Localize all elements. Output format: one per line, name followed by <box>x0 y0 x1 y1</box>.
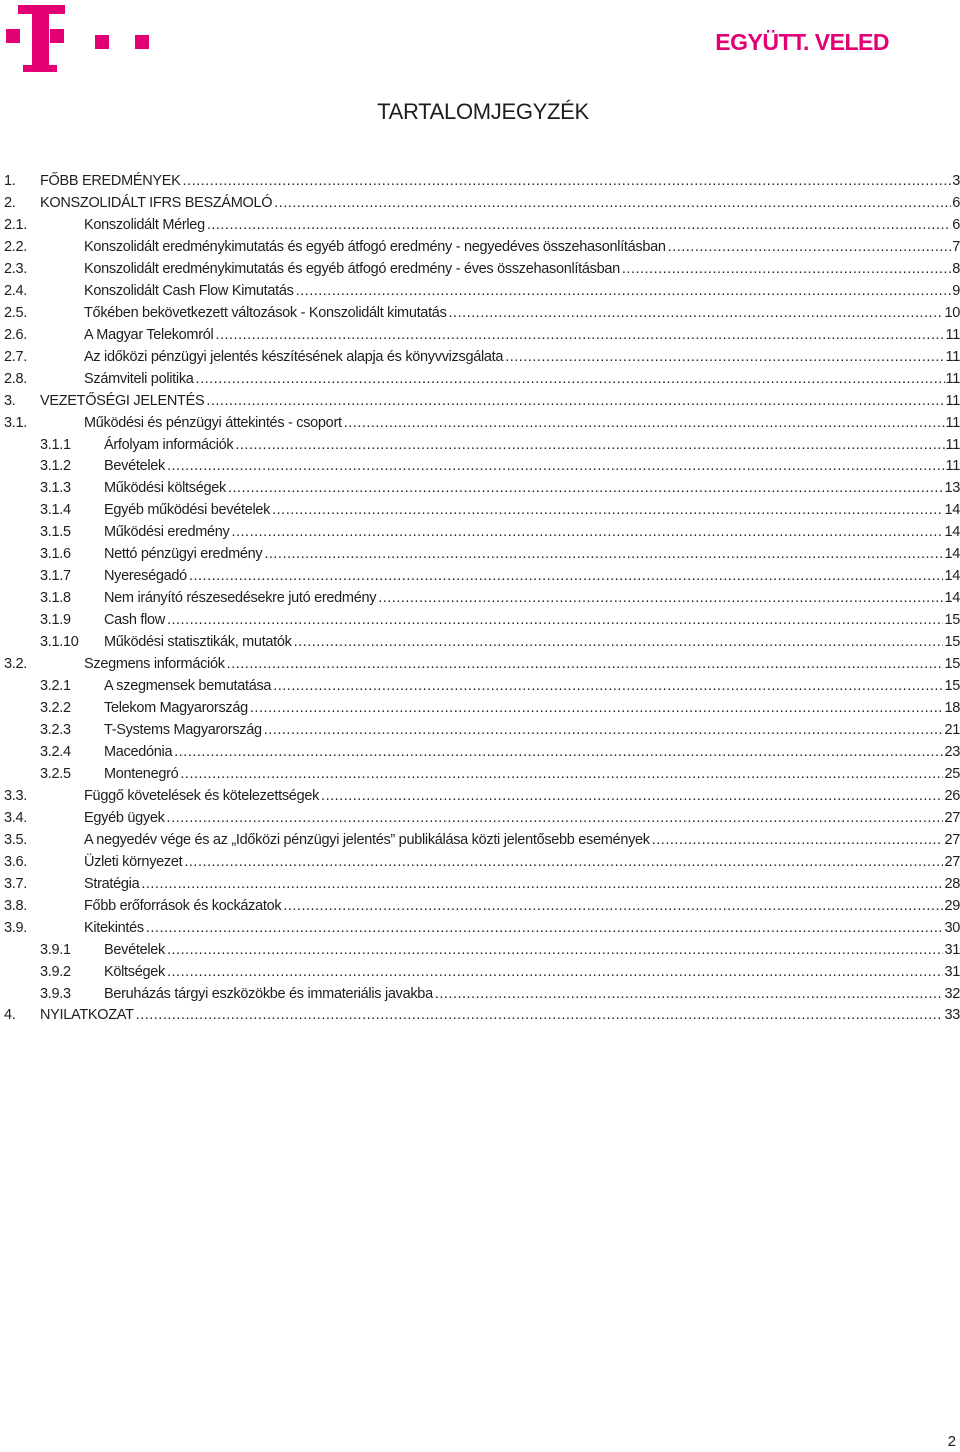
toc-entry-number: 3.2. <box>4 656 27 673</box>
toc-entry-page[interactable]: 11 <box>945 434 960 456</box>
toc-entry-title[interactable]: Montenegró <box>104 763 180 785</box>
toc-entry-page[interactable]: 14 <box>943 587 960 609</box>
toc-entry[interactable] <box>0 324 960 346</box>
toc-entry[interactable] <box>0 280 960 302</box>
toc-entry[interactable] <box>0 170 960 192</box>
toc-entry-title[interactable]: Üzleti környezet <box>84 851 184 873</box>
toc-entry-number: 3. <box>4 392 16 409</box>
toc-dot-leader <box>167 939 943 961</box>
toc-entry-title[interactable]: KONSZOLIDÁLT IFRS BESZÁMOLÓ <box>40 192 274 214</box>
toc-entry-page[interactable]: 14 <box>943 499 960 521</box>
toc-entry[interactable] <box>0 741 960 763</box>
toc-dot-leader <box>174 741 943 763</box>
toc-entry-title[interactable]: VEZETŐSÉGI JELENTÉS <box>40 390 206 412</box>
toc-entry-title[interactable]: Számviteli politika <box>84 368 196 390</box>
toc-entry-title[interactable]: Egyéb működési bevételek <box>104 499 272 521</box>
toc-entry-number: 3.2.1 <box>40 678 71 695</box>
toc-dot-leader <box>235 434 944 456</box>
toc-entry-number: 3.2.5 <box>40 765 71 782</box>
toc-entry[interactable] <box>0 829 960 851</box>
toc-entry[interactable] <box>0 214 960 236</box>
toc-entry[interactable] <box>0 697 960 719</box>
toc-entry-page[interactable]: 15 <box>943 631 960 653</box>
toc-dot-leader <box>264 543 943 565</box>
toc-dot-leader <box>378 587 943 609</box>
toc-entry-page[interactable]: 9 <box>951 280 960 302</box>
toc-entry-page[interactable]: 10 <box>943 302 960 324</box>
toc-entry-number: 3.2.3 <box>40 722 71 738</box>
toc-dot-leader <box>250 697 944 719</box>
toc-entry-title[interactable]: A negyedév vége és az „Időközi pénzügyi jelentés” publikálása közti jelentősebb események <box>84 829 652 851</box>
toc-entry-title[interactable]: Működési eredmény <box>104 521 231 543</box>
page-number: 2 <box>947 1433 956 1450</box>
toc-entry[interactable] <box>0 236 960 258</box>
page-title: TARTALOMJEGYZÉK <box>377 99 589 124</box>
toc-entry-page[interactable]: 11 <box>945 390 960 412</box>
toc-entry[interactable] <box>0 917 960 939</box>
toc-entry-number: 2.2. <box>4 238 27 255</box>
toc-entry-page[interactable]: 32 <box>943 983 960 1005</box>
toc-dot-leader <box>184 851 943 873</box>
toc-entry[interactable] <box>0 609 960 631</box>
toc-entry-page[interactable]: 33 <box>943 1004 960 1026</box>
toc-entry-number: 3.9. <box>4 919 27 936</box>
toc-dot-leader <box>228 477 944 499</box>
toc-entry[interactable] <box>0 434 960 456</box>
toc-entry-title[interactable]: Kitekintés <box>84 917 146 939</box>
toc-dot-leader <box>505 346 944 368</box>
toc-entry[interactable] <box>0 873 960 895</box>
toc-entry-title[interactable]: Bevételek <box>104 939 167 961</box>
toc-entry-number: 1. <box>4 173 16 189</box>
toc-entry[interactable] <box>0 653 960 675</box>
toc-dot-leader <box>141 873 943 895</box>
toc-entry-title[interactable]: Működési és pénzügyi áttekintés - csoport <box>84 412 344 434</box>
toc-entry-title[interactable]: Tőkében bekövetkezett változások - Konszolidált kimutatás <box>84 302 449 324</box>
toc-dot-leader <box>283 895 943 917</box>
toc-dot-leader <box>435 983 944 1005</box>
toc-entry-title[interactable]: A szegmensek bemutatása <box>104 675 273 697</box>
toc-dot-leader <box>146 917 944 939</box>
toc-entry-title[interactable]: FŐBB EREDMÉNYEK <box>40 170 183 192</box>
tagline: EGYÜTT. VELED <box>715 29 889 55</box>
toc-dot-leader <box>167 807 944 829</box>
toc-entry-number: 2.5. <box>4 304 27 321</box>
toc-entry-title[interactable]: Konszolidált eredménykimutatás és egyéb átfogó eredmény - negyedéves összehasonlításban <box>84 236 668 258</box>
toc-entry-title[interactable]: Konszolidált Cash Flow Kimutatás <box>84 280 296 302</box>
toc-entry-page[interactable]: 6 <box>951 214 960 236</box>
toc-entry-number: 3.3. <box>4 787 27 804</box>
toc-entry[interactable] <box>0 543 960 565</box>
toc-entry-page[interactable]: 13 <box>943 477 960 499</box>
t-logo-icon <box>6 5 151 73</box>
toc-entry-number: 3.2.4 <box>40 743 71 760</box>
toc-entry-page[interactable]: 27 <box>943 851 960 873</box>
toc-entry[interactable] <box>0 455 960 477</box>
toc-entry-page[interactable]: 31 <box>943 939 960 961</box>
toc-dot-leader <box>668 236 952 258</box>
toc-dot-leader <box>207 214 951 236</box>
toc-dot-leader <box>321 785 943 807</box>
toc-entry[interactable] <box>0 368 960 390</box>
toc-entry-number: 2.7. <box>4 348 27 365</box>
toc-dot-leader <box>206 390 944 412</box>
toc-entry-number: 3.9.2 <box>40 963 71 980</box>
toc-entry-number: 3.1.7 <box>40 568 71 585</box>
toc-entry[interactable] <box>0 1004 960 1026</box>
toc-entry-title[interactable]: Telekom Magyarország <box>104 697 250 719</box>
toc-entry[interactable] <box>0 302 960 324</box>
toc-entry[interactable] <box>0 675 960 697</box>
toc-entry-number: 3.4. <box>4 809 27 826</box>
toc-entry[interactable] <box>0 346 960 368</box>
toc-entry-number: 2.6. <box>4 326 27 343</box>
toc-entry-page[interactable]: 7 <box>951 236 960 258</box>
toc-dot-leader <box>231 521 943 543</box>
toc-entry-number: 3.2.2 <box>40 700 71 717</box>
toc-entry-page[interactable]: 15 <box>943 609 960 631</box>
toc-entry-title[interactable]: Az időközi pénzügyi jelentés készítésének alapja és könyvvizsgálata <box>84 346 505 368</box>
toc-entry-title[interactable]: Költségek <box>104 961 167 983</box>
toc-dot-leader <box>189 565 944 587</box>
toc-entry[interactable] <box>0 521 960 543</box>
toc-entry-page[interactable]: 28 <box>943 873 960 895</box>
toc-dot-leader <box>215 324 944 346</box>
toc-dot-leader <box>180 763 943 785</box>
toc-entry-page[interactable]: 6 <box>951 192 960 214</box>
toc-entry-title[interactable]: Nyereségadó <box>104 565 189 587</box>
toc-entry-page[interactable]: 11 <box>945 412 960 434</box>
toc-entry-title[interactable]: Konszolidált Mérleg <box>84 214 207 236</box>
toc-entry[interactable] <box>0 785 960 807</box>
toc-entry[interactable] <box>0 631 960 653</box>
toc-entry[interactable] <box>0 939 960 961</box>
toc-entry-title[interactable]: Nem irányító részesedésekre jutó eredmény <box>104 587 378 609</box>
toc-entry[interactable] <box>0 719 960 741</box>
toc-entry[interactable] <box>0 807 960 829</box>
toc-entry-page[interactable]: 29 <box>943 895 960 917</box>
toc-entry[interactable] <box>0 565 960 587</box>
toc-entry-page[interactable]: 11 <box>945 324 960 346</box>
toc-entry-title[interactable]: Működési költségek <box>104 477 228 499</box>
toc-dot-leader <box>652 829 944 851</box>
toc-entry-title[interactable]: Beruházás tárgyi eszközökbe és immateriális javakba <box>104 983 435 1005</box>
toc-entry-number: 3.1.2 <box>40 458 71 475</box>
toc-entry-title[interactable]: A Magyar Telekomról <box>84 324 215 346</box>
toc-dot-leader <box>136 1004 944 1026</box>
toc-entry-page[interactable]: 27 <box>943 829 960 851</box>
toc-entry-page[interactable]: 14 <box>943 565 960 587</box>
toc-dot-leader <box>264 719 944 741</box>
toc-entry-page[interactable]: 25 <box>943 763 960 785</box>
toc-entry-number: 3.1.8 <box>40 590 71 607</box>
toc-entry-number: 3.6. <box>4 853 27 870</box>
toc-entry-number: 3.1.6 <box>40 546 71 563</box>
toc-entry-number: 3.8. <box>4 897 27 914</box>
toc-entry[interactable] <box>0 412 960 434</box>
toc-entry-number: 3.7. <box>4 875 27 892</box>
toc-entry[interactable] <box>0 477 960 499</box>
toc-entry-page[interactable]: 18 <box>943 697 960 719</box>
toc-dot-leader <box>167 961 943 983</box>
toc-dot-leader <box>183 170 952 192</box>
toc-dot-leader <box>449 302 944 324</box>
toc-entry-page[interactable]: 27 <box>943 807 960 829</box>
toc-entry-page[interactable]: 11 <box>945 455 960 477</box>
toc-dot-leader <box>622 258 951 280</box>
toc-entry-number: 2.8. <box>4 370 27 387</box>
toc-entry-title[interactable]: Nettó pénzügyi eredmény <box>104 543 264 565</box>
toc-entry-title[interactable]: Működési statisztikák, mutatók <box>104 631 294 653</box>
toc-entry[interactable] <box>0 587 960 609</box>
toc-entry[interactable] <box>0 851 960 873</box>
toc-entry[interactable] <box>0 983 960 1005</box>
toc-entry-page[interactable]: 15 <box>943 675 960 697</box>
toc-dot-leader <box>296 280 952 302</box>
toc-entry[interactable] <box>0 390 960 412</box>
toc-entry-title[interactable]: Bevételek <box>104 455 167 477</box>
toc-entry[interactable] <box>0 895 960 917</box>
toc-entry-title[interactable]: Cash flow <box>104 609 167 631</box>
toc-entry-page[interactable]: 21 <box>943 719 960 741</box>
toc-entry[interactable] <box>0 499 960 521</box>
toc-entry-title[interactable]: NYILATKOZAT <box>40 1004 136 1026</box>
toc-entry-number: 4. <box>4 1007 16 1024</box>
toc-entry[interactable] <box>0 258 960 280</box>
toc-entry-page[interactable]: 31 <box>943 961 960 983</box>
toc-entry-title[interactable]: Konszolidált eredménykimutatás és egyéb átfogó eredmény - éves összehasonlításban <box>84 258 622 280</box>
toc-dot-leader <box>344 412 945 434</box>
toc-dot-leader <box>272 499 943 521</box>
toc-dot-leader <box>273 675 943 697</box>
toc-entry-number: 3.1.5 <box>40 524 71 541</box>
toc-entry-title[interactable]: Macedónia <box>104 741 174 763</box>
toc-entry-title[interactable]: T-Systems Magyarország <box>104 719 264 741</box>
toc-entry-number: 2.1. <box>4 216 27 233</box>
toc-entry-page[interactable]: 15 <box>943 653 960 675</box>
toc-entry-number: 3.9.1 <box>40 941 71 958</box>
toc-entry[interactable] <box>0 763 960 785</box>
toc-entry-page[interactable]: 14 <box>943 543 960 565</box>
toc-dot-leader <box>227 653 944 675</box>
toc-entry-number: 2.3. <box>4 260 27 277</box>
toc-entry-number: 3.5. <box>4 831 27 848</box>
toc-entry-title[interactable]: Egyéb ügyek <box>84 807 167 829</box>
toc-entry-number: 3.1.10 <box>40 634 79 651</box>
toc-entry-number: 3.1.9 <box>40 612 71 629</box>
toc-entry-title[interactable]: Főbb erőforrások és kockázatok <box>84 895 283 917</box>
toc-entry-number: 3.1. <box>4 414 27 431</box>
toc-entry-page[interactable]: 8 <box>951 258 960 280</box>
toc-entry[interactable] <box>0 961 960 983</box>
toc-entry-page[interactable]: 11 <box>945 346 960 368</box>
toc-entry-number: 2.4. <box>4 282 27 299</box>
toc-entry-page[interactable]: 11 <box>945 368 960 390</box>
toc-dot-leader <box>167 455 945 477</box>
toc-dot-leader <box>274 192 951 214</box>
toc-entry-title[interactable]: Szegmens információk <box>84 653 227 675</box>
toc-entry-number: 3.1.1 <box>40 436 71 453</box>
toc-entry-page[interactable]: 23 <box>943 741 960 763</box>
toc-entry-page[interactable]: 14 <box>943 521 960 543</box>
toc-dot-leader <box>294 631 944 653</box>
toc-entry[interactable] <box>0 192 960 214</box>
toc-entry-title[interactable]: Függő követelések és kötelezettségek <box>84 785 321 807</box>
toc-entry-number: 3.9.3 <box>40 985 71 1002</box>
toc-entry-page[interactable]: 26 <box>943 785 960 807</box>
toc-entry-number: 3.1.3 <box>40 480 71 497</box>
toc-entry-page[interactable]: 30 <box>943 917 960 939</box>
toc-entry-title[interactable]: Árfolyam információk <box>104 434 235 456</box>
toc-dot-leader <box>167 609 944 631</box>
toc-entry-number: 2. <box>4 194 16 211</box>
toc-entry-number: 3.1.4 <box>40 502 71 519</box>
toc-dot-leader <box>196 368 945 390</box>
toc-entry-page[interactable]: 3 <box>951 170 960 192</box>
toc-entry-title[interactable]: Stratégia <box>84 873 141 895</box>
